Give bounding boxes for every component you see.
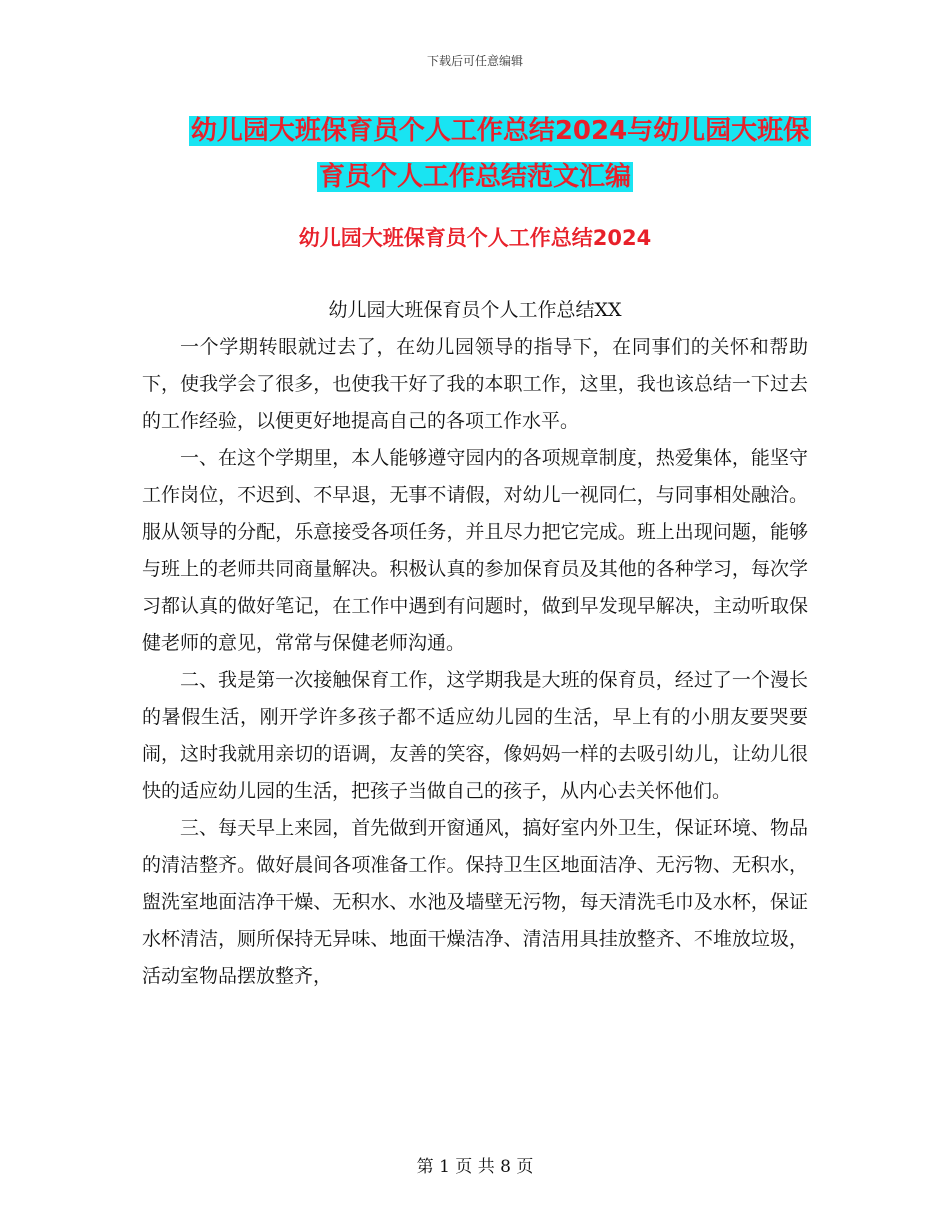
document-title [0, 108, 950, 200]
page-header-note: 下载后可任意编辑 [426, 54, 523, 68]
page-number: 第 1 页 共 8 页 [416, 1157, 534, 1177]
section-title: 幼儿园大班保育员个人工作总结2024 [298, 226, 652, 250]
document-subtitle: 幼儿园大班保育员个人工作总结XX [328, 299, 622, 321]
body-paragraph-2: 二、我是第一次接触保育工作，这学期我是大班的保育员，经过了一个漫长的暑假生活，刚开学许多孩子都不适应幼儿园的生活，早上有的小朋友要哭要闹，这时我就用亲切的语调，友善的笑容，像妈妈一样的去吸引幼儿，让幼儿很快的适应幼儿园的生活，把孩子当做自己的孩子，从内心去关怀他们。 [142, 669, 808, 802]
body-paragraph-1: 一、在这个学期里，本人能够遵守园内的各项规章制度，热爱集体，能坚守工作岗位，不迟到、不早退，无事不请假，对幼儿一视同仁，与同事相处融洽。服从领导的分配，乐意接受各项任务，并且尽力把它完成。班上出现问题，能够与班上的老师共同商量解决。积极认真的参加保育员及其他的各种学习，每次学习都认真的做好笔记，在工作中遇到有问题时，做到早发现早解决，主动听取保健老师的意见，常常与保健老师沟通。 [142, 447, 808, 654]
document-body [142, 292, 808, 995]
document-title-line1: 幼儿园大班保育员个人工作总结2024与幼儿园大班保 [190, 116, 810, 146]
document-title-line2: 育员个人工作总结范文汇编 [318, 162, 631, 192]
body-paragraph-intro: 一个学期转眼就过去了，在幼儿园领导的指导下，在同事们的关怀和帮助下，使我学会了很多，也使我干好了我的本职工作，这里，我也该总结一下过去的工作经验，以便更好地提高自己的各项工作水平。 [142, 336, 808, 432]
body-paragraph-3: 三、每天早上来园，首先做到开窗通风，搞好室内外卫生，保证环境、物品的清洁整齐。做好晨间各项准备工作。保持卫生区地面洁净、无污物、无积水，盥洗室地面洁净干燥、无积水、水池及墙壁无污物，每天清洗毛巾及水杯，保证水杯清洁，厕所保持无异味、地面干燥洁净、清洁用具挂放整齐、不堆放垃圾，活动室物品摆放整齐， [142, 817, 808, 987]
